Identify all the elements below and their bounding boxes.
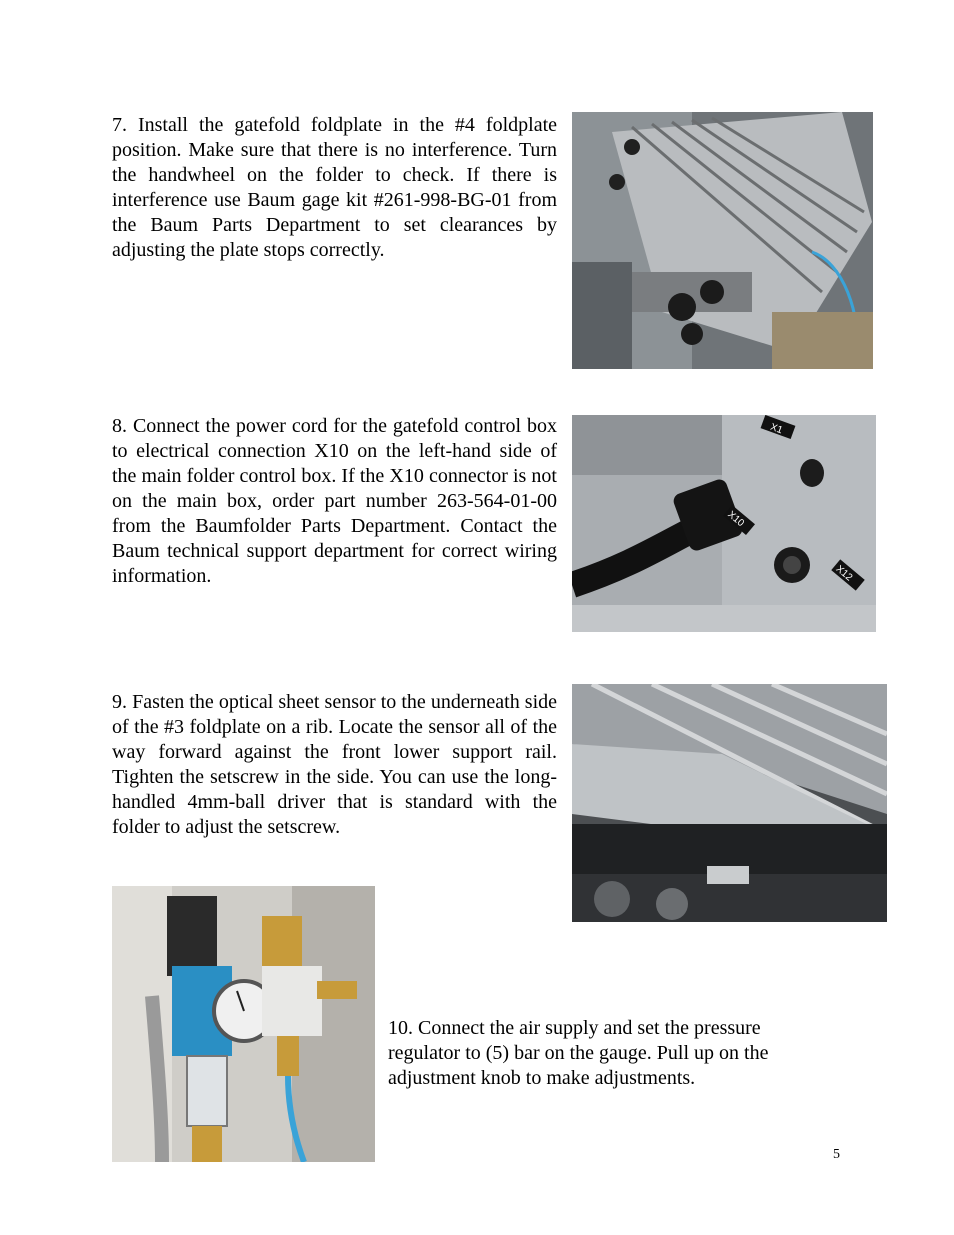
step-10-text: 10. Connect the air supply and set the pressure regulator to (5) bar on the gauge. Pull up on the adjustment knob to make adjustments. <box>388 1017 769 1089</box>
step-8-text: 8. Connect the power cord for the gatefold control box to electrical connection X10 on the left-hand side of the main folder control box. If the X10 connector is not on the main box, order part number 263-564-01-00 from the Baumfolder Parts Department. Contact the Baum technical support department for correct wiring information. <box>112 415 557 587</box>
x1-label: X1 <box>768 421 784 437</box>
x12-label: X12 <box>833 563 855 584</box>
page-number: 5 <box>833 1147 840 1162</box>
x10-label: X10 <box>725 509 747 530</box>
air-regulator-photo <box>112 886 375 1162</box>
step-9-text: 9. Fasten the optical sheet sensor to the underneath side of the #3 foldplate on a rib. Locate the sensor all of the way forward against the front lower support rail. Tighten the setscrew in the side. You can use the long-handled 4mm-ball driver that is standard with the folder to adjust the setscrew. <box>112 691 557 838</box>
foldplate-photo <box>572 112 873 369</box>
step-7-text: 7. Install the gatefold foldplate in the #4 foldplate position. Make sure that there is no interference. Turn the handwheel on the folder to check. If there is interference use Baum gage kit #261-998-BG-01 from the Baum Parts Department to set clearances by adjusting the plate stops correctly. <box>112 114 557 261</box>
sensor-photo <box>572 684 887 922</box>
connector-photo <box>572 415 876 632</box>
